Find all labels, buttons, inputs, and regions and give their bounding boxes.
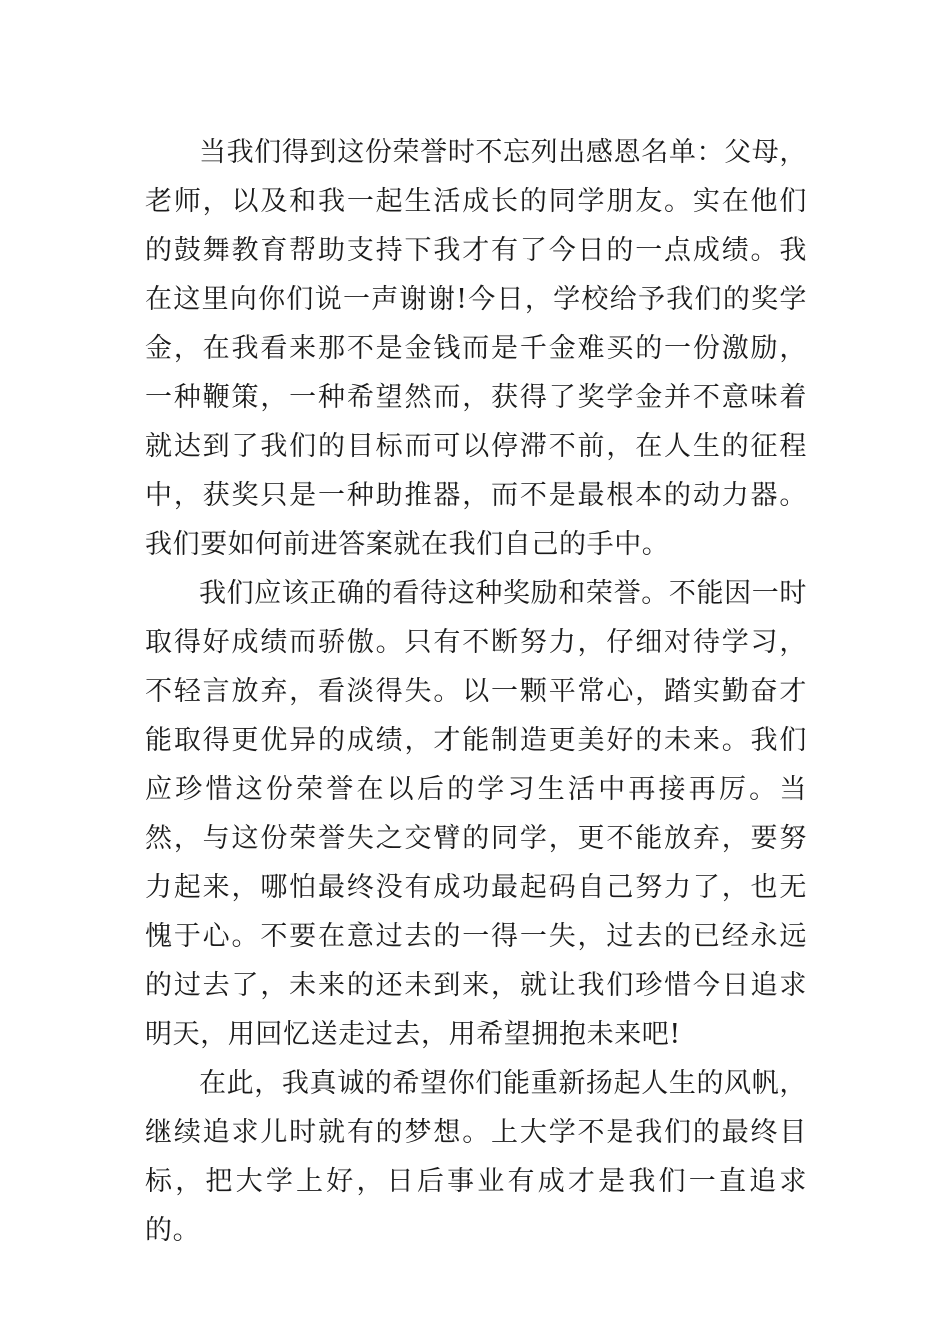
paragraph-hope: 在此，我真诚的希望你们能重新扬起人生的风帆，继续追求儿时就有的梦想。上大学不是我们的最终目标，把大学上好，日后事业有成才是我们一直追求的。: [145, 1068, 807, 1246]
paragraph-gratitude: 当我们得到这份荣誉时不忘列出感恩名单：父母，老师，以及和我一起生活成长的同学朋友。实在他们的鼓舞教育帮助支持下我才有了今日的一点成绩。我在这里向你们说一声谢谢!今日，学校给予我们的奖学金，在我看来那不是金钱而是千金难买的一份激励，一种鞭策，一种希望然而，获得了奖学金并不意味着就达到了我们的目标而可以停滞不前，在人生的征程中，获奖只是一种助推器，而不是最根本的动力器。我们要如何前进答案就在我们自己的手中。: [145, 137, 807, 560]
document-body: [145, 128, 807, 1255]
paragraph-attitude: 我们应该正确的看待这种奖励和荣誉。不能因一时取得好成绩而骄傲。只有不断努力，仔细对待学习，不轻言放弃，看淡得失。以一颗平常心，踏实勤奋才能取得更优异的成绩，才能制造更美好的未来。我们应珍惜这份荣誉在以后的学习生活中再接再厉。当然，与这份荣誉失之交臂的同学，更不能放弃，要努力起来，哪怕最终没有成功最起码自己努力了，也无愧于心。不要在意过去的一得一失，过去的已经永远的过去了，未来的还未到来，就让我们珍惜今日追求明天，用回忆送走过去，用希望拥抱未来吧!: [145, 578, 807, 1050]
